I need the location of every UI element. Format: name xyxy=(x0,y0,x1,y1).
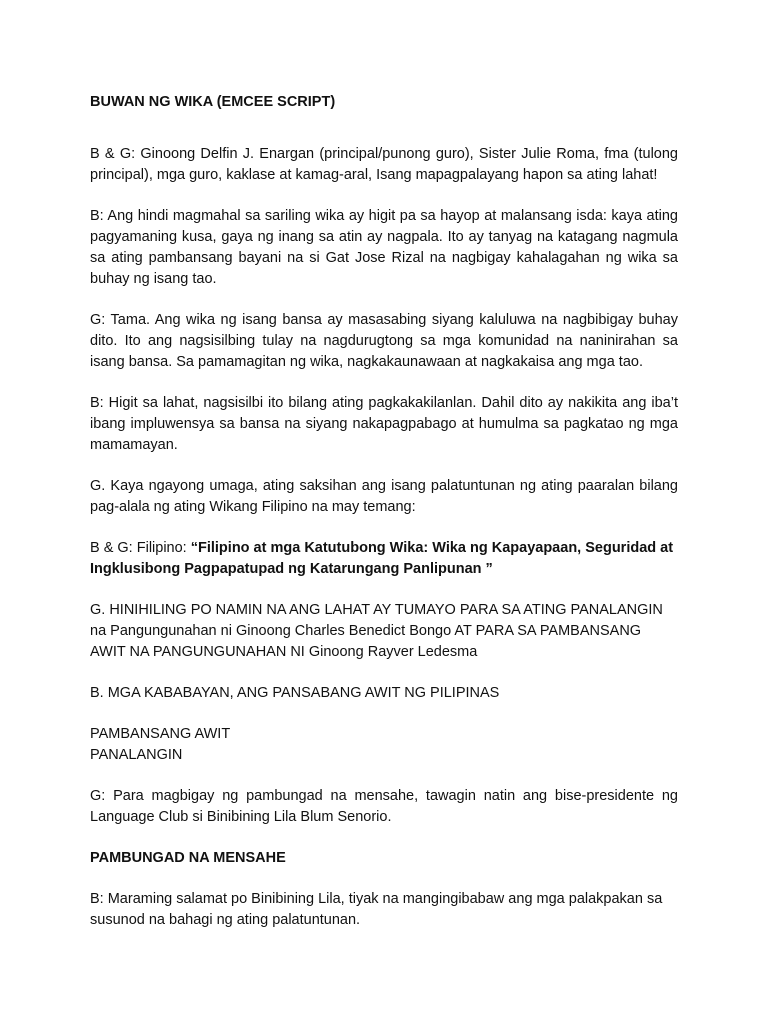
paragraph-pambansang-awit: B. MGA KABABAYAN, ANG PANSABANG AWIT NG PILIPINAS xyxy=(90,685,500,701)
program-item-panalangin: PANALANGIN xyxy=(90,747,183,763)
paragraph-pambungad-intro: G: Para magbigay ng pambungad na mensahe, tawagin natin ang bise-presidente ng Language Club si Binibining Lila Blum Senorio. xyxy=(90,788,678,825)
paragraph-pagkakakilanlan: B: Higit sa lahat, nagsisilbi ito bilang ating pagkakakilanlan. Dahil dito ay nakikita ang iba’t ibang impluwensya sa bansa na siyang nakapagpabago at humulma sa pagkatao ng mga mamamayan. xyxy=(90,395,678,453)
program-item-awit: PAMBANSANG AWIT xyxy=(90,726,231,742)
paragraph-palatuntunan: G. Kaya ngayong umaga, ating saksihan ang isang palatuntunan ng ating paaralan bilang pag-alala ng ating Wikang Filipino na may temang: xyxy=(90,478,678,515)
section-heading-pambungad: PAMBUNGAD NA MENSAHE xyxy=(90,850,286,866)
program-items xyxy=(90,724,678,766)
theme-prefix: B & G: Filipino: xyxy=(90,540,191,556)
document-title: BUWAN NG WIKA (EMCEE SCRIPT) xyxy=(90,94,336,110)
paragraph-salamat: B: Maraming salamat po Binibining Lila, tiyak na mangingibabaw ang mga palakpakan sa susunod na bahagi ng ating palatuntunan. xyxy=(90,891,663,928)
paragraph-theme xyxy=(90,538,678,580)
paragraph-rizal-quote: B: Ang hindi magmahal sa sariling wika ay higit pa sa hayop at malansang isda: kaya ating pagyamaning kusa, gaya ng inang sa atin ay nagpala. Ito ay tanyag na katagang nagmula sa ating pambansang bayani na si Gat Jose Rizal na nagbigay kahalagahan ng wika sa buhay ng isang tao. xyxy=(90,208,678,287)
paragraph-wika-kaluluwa: G: Tama. Ang wika ng isang bansa ay masasabing siyang kaluluwa na nagbibigay buhay dito. Ito ang nagsisilbing tulay na nagdurugtong sa mga komunidad na naninirahan sa isang bansa. Sa pamamagitan ng wika, nagkakaunawaan at nagkakaisa ang mga tao. xyxy=(90,312,678,370)
paragraph-panalangin-request: G. HINIHILING PO NAMIN NA ANG LAHAT AY TUMAYO PARA SA ATING PANALANGIN na Pangungunahan ni Ginoong Charles Benedict Bongo AT PARA SA PAMBANSANG AWIT NA PANGUNGUNAHAN NI Ginoong Rayver Ledesma xyxy=(90,602,663,660)
theme-text: “Filipino at mga Katutubong Wika: Wika ng Kapayapaan, Seguridad at Ingklusibong Pagpapatupad ng Katarungang Panlipunan ” xyxy=(90,540,674,577)
paragraph-greeting: B & G: Ginoong Delfin J. Enargan (principal/punong guro), Sister Julie Roma, fma (tulong principal), mga guro, kaklase at kamag-aral, Isang mapagpalayang hapon sa ating lahat! xyxy=(90,146,678,183)
document-page xyxy=(90,92,678,951)
